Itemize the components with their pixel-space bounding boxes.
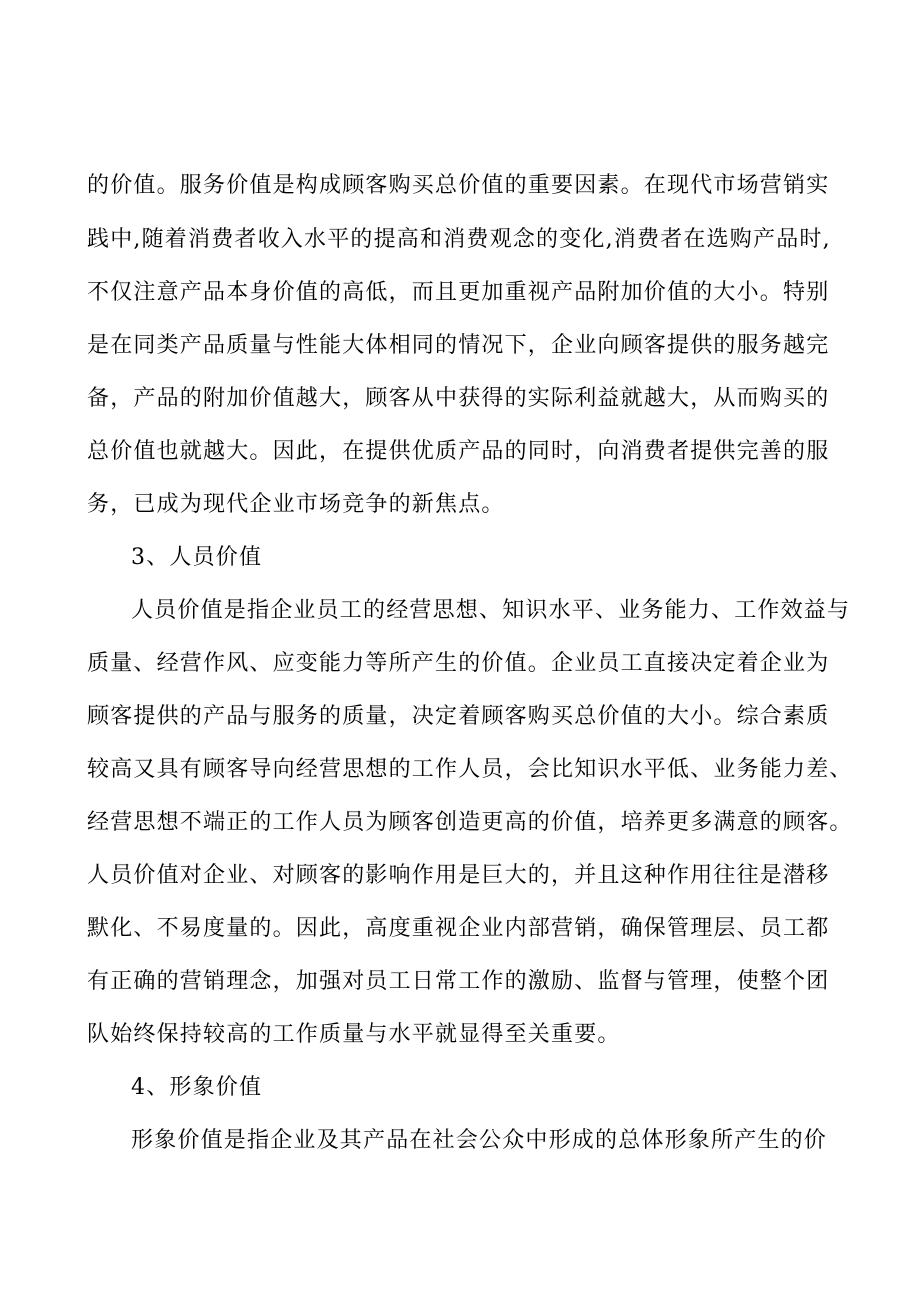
text-line: 经营思想不端正的工作人员为顾客创造更高的价值，培养更多满意的顾客。 <box>87 810 853 835</box>
text-line: 队始终保持较高的工作质量与水平就显得至关重要。 <box>87 1022 621 1047</box>
text-line: 较高又具有顾客导向经营思想的工作人员，会比知识水平低、业务能力差、 <box>87 757 853 782</box>
text-line: 总价值也就越大。因此，在提供优质产品的同时，向消费者提供完善的服 <box>87 439 830 464</box>
section-heading: 3、人员价值 <box>131 545 263 570</box>
text-line: 人员价值对企业、对顾客的影响作用是巨大的，并且这种作用往往是潜移 <box>87 863 830 888</box>
text-line: 人员价值是指企业员工的经营思想、知识水平、业务能力、工作效益与 <box>131 598 851 623</box>
text-line: 备，产品的附加价值越大，顾客从中获得的实际利益就越大，从而购买的 <box>87 386 830 411</box>
text-line: 默化、不易度量的。因此，高度重视企业内部营销，确保管理层、员工都 <box>87 916 830 941</box>
text-line: 是在同类产品质量与性能大体相同的情况下，企业向顾客提供的服务越完 <box>87 333 830 358</box>
text-line: 有正确的营销理念，加强对员工日常工作的激励、监督与管理，使整个团 <box>87 969 830 994</box>
text-line: 的价值。服务价值是构成顾客购买总价值的重要因素。在现代市场营销实 <box>87 173 830 198</box>
text-line: 形象价值是指企业及其产品在社会公众中形成的总体形象所产生的价 <box>131 1128 828 1153</box>
text-line: 顾客提供的产品与服务的质量，决定着顾客购买总价值的大小。综合素质 <box>87 704 830 729</box>
text-line: 践中,随着消费者收入水平的提高和消费观念的变化,消费者在选购产品时, <box>87 227 831 252</box>
text-line: 不仅注意产品本身价值的高低，而且更加重视产品附加价值的大小。特别 <box>87 280 830 305</box>
text-line: 质量、经营作风、应变能力等所产生的价值。企业员工直接决定着企业为 <box>87 651 830 676</box>
section-heading: 4、形象价值 <box>131 1075 263 1100</box>
text-line: 务，已成为现代企业市场竞争的新焦点。 <box>87 492 505 517</box>
